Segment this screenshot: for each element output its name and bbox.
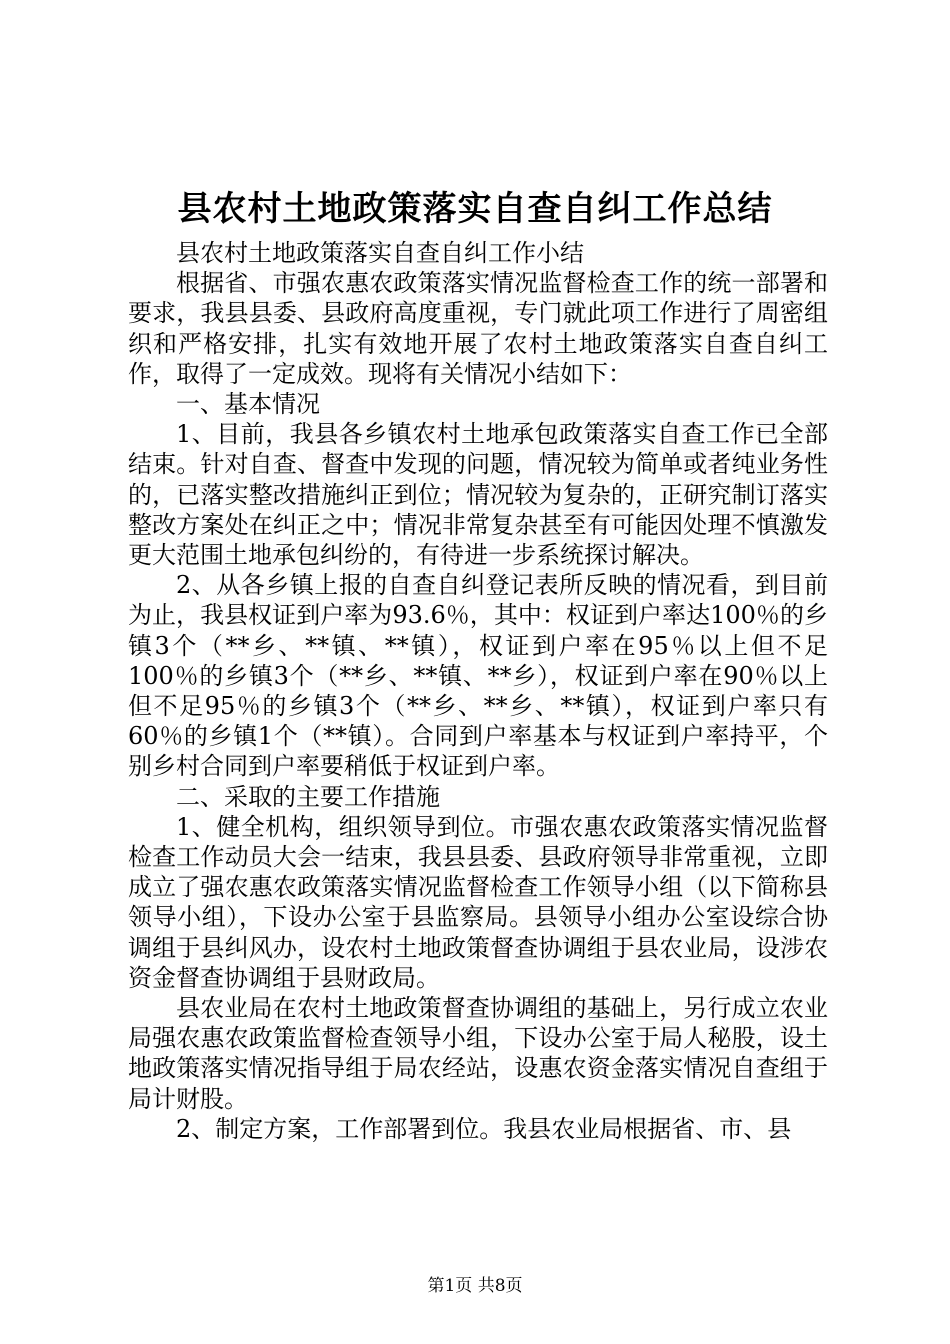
paragraph: 2、制定方案，工作部署到位。我县农业局根据省、市、县 xyxy=(176,1114,792,1143)
section-heading: 一、基本情况 xyxy=(176,390,320,419)
paragraph-subtitle: 县农村土地政策落实自查自纠工作小结 xyxy=(176,239,584,267)
paragraph: 2、从各乡镇上报的自查自纠登记表所反映的情况看，到目前为止，我县权证到户率为93.6％，其中：权证到户率达100％的乡镇3个（**乡、**镇、**镇），权证到户率在95％以上但不足100％的乡镇3个（**乡、**镇、**乡），权证到户率在90％以上但不足95％的乡镇3个（**乡、**乡、**镇），权证到户率只有60％的乡镇1个（**镇）。合同到户率基本与权证到户率持平，个别乡村合同到户率要稍低于权证到户率。 xyxy=(128,571,828,781)
section-heading: 二、采取的主要工作措施 xyxy=(176,782,440,811)
page-footer: 第1页 共8页 xyxy=(427,1276,523,1296)
paragraph: 1、健全机构，组织领导到位。市强农惠农政策落实情况监督检查工作动员大会一结束，我县县委、县政府领导非常重视，立即成立了强农惠农政策落实情况监督检查工作领导小组（以下简称县领导小组），下设办公室于县监察局。县领导小组办公室设综合协调组于县纠风办，设农村土地政策督查协调组于县农业局，设涉农资金督查协调组于县财政局。 xyxy=(128,812,828,992)
document-body xyxy=(128,238,828,1144)
paragraph: 县农业局在农村土地政策督查协调组的基础上，另行成立农业局强农惠农政策监督检查领导小组，下设办公室于局人秘股，设土地政策落实情况指导组于局农经站，设惠农资金落实情况自查组于局计财股。 xyxy=(128,994,828,1113)
paragraph: 1、目前，我县各乡镇农村土地承包政策落实自查工作已全部结束。针对自查、督查中发现的问题，情况较为简单或者纯业务性的，已落实整改措施纠正到位；情况较为复杂的，正研究制订落实整改方案处在纠正之中；情况非常复杂甚至有可能因处理不慎激发更大范围土地承包纠纷的，有待进一步系统探讨解决。 xyxy=(128,420,828,570)
document-title: 县农村土地政策落实自查自纠工作总结 xyxy=(177,189,773,229)
paragraph: 根据省、市强农惠农政策落实情况监督检查工作的统一部署和要求，我县县委、县政府高度重视，专门就此项工作进行了周密组织和严格安排，扎实有效地开展了农村土地政策落实自查自纠工作，取得了一定成效。现将有关情况小结如下： xyxy=(128,269,828,388)
